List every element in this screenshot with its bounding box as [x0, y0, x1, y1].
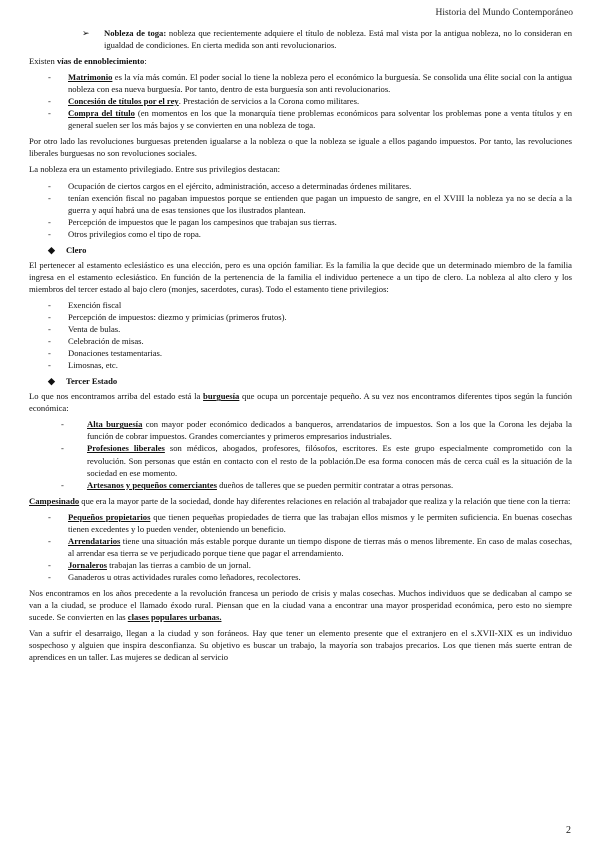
list-item: - Profesiones liberales son médicos, abogados, profesores, filósofos, escritores. Es este grupo especialmente comprometido con la revolución. Son personas que están en contacto con el resto de la población.De esa forma conocen más de cerca cuál es la situación de la sociedad en ese momento.	[61, 443, 572, 478]
vias-intro: Existen vías de ennoblecimiento:	[29, 56, 147, 67]
crisis-paragraph: Nos encontramos en los años precedente a la revolución francesa un periodo de crisis y malas cosechas. Muchos individuos que se dedicaban al campo se van a la ciudad, se produce el llamado éxodo rural. Piensan que en la ciudad vana a encontrar una mayor prosperidad económica, pero esto no siempre sucede. Se convierten en las clases populares urbanas.	[29, 587, 572, 623]
privilegios-list	[29, 180, 572, 240]
diamond-bullet-icon: ◆	[48, 244, 55, 255]
clero-heading: ◆ Clero	[48, 244, 87, 255]
page-header: Historia del Mundo Contemporáneo	[435, 8, 573, 18]
desarraigo-paragraph: Van a sufrir el desarraigo, llegan a la ciudad y son foráneos. Hay que tener un elemento presente que el extranjero en el s.XVII-XIX es un individuo sospechoso y alguien que inspira desconfianza. Su objetivo es buscar un trabajo, la mayoría son trabajos precarios. Los que tienen más suerte entran de aprendices en un taller. Las mujeres se dedican al servicio	[29, 628, 572, 663]
nobleza-toga-item	[29, 27, 572, 51]
list-item: - Limosnas, etc.	[48, 360, 118, 371]
list-item: - Matrimonio es la vía más común. El poder social lo tiene la nobleza pero el económico la burguesía. Se consolida una élite social con la antigua nobleza con esa nueva burguesía. Por tanto, dentro de esta burguesía son anti revolucionarios.	[48, 72, 572, 95]
diamond-bullet-icon: ◆	[48, 376, 55, 387]
list-item: - Arrendatarios tiene una situación más estable porque durante un tiempo dispone de tierras más o menos libremente. En caso de malas cosechas, al arrendar esa tierra se ve perjudicado porque tiene que pagar el arrendamiento.	[48, 535, 572, 558]
privilegiado-paragraph: La nobleza era un estamento privilegiado. Entre sus privilegios destacan:	[29, 164, 281, 175]
list-item: - Ocupación de ciertos cargos en el ejército, administración, acceso a determinadas órdenes militares.	[48, 180, 412, 191]
tercer-estado-heading: ◆ Tercer Estado	[48, 376, 118, 387]
list-item: - Percepción de impuestos: diezmo y primicias (primeros frutos).	[48, 311, 287, 322]
burguesia-list	[29, 418, 572, 490]
list-item: - Otros privilegios como el tipo de ropa.	[48, 228, 201, 239]
list-item: - Exención fiscal	[48, 299, 122, 310]
vias-list	[29, 71, 572, 131]
list-item: - Percepción de impuestos que le pagan los campesinos que trabajan sus tierras.	[48, 216, 337, 227]
clero-paragraph: El pertenecer al estamento eclesiástico es una elección, pero es una opción familiar. Es la familia la que decide que un determinado miembro de la familia ingresa en el estamento eclesiástico. En función de la pertenencia de la familia el individuo pertenece a un tipo de clero. La nobleza al alto clero y los miembros del tercer estado al bajo clero (monjes, sacerdotes, curas). Todo el estamento tiene privilegios:	[29, 259, 572, 294]
page-number: 2	[566, 825, 571, 836]
page-content	[29, 27, 572, 667]
arrow-bullet-icon: ➢	[82, 28, 90, 38]
clero-privilegios-list	[29, 299, 572, 371]
list-item: - Ganaderos u otras actividades rurales como leñadores, recolectores.	[48, 571, 301, 582]
list-item: - Donaciones testamentarias.	[48, 348, 163, 359]
campesinos-list	[29, 511, 572, 583]
list-item: - Pequeños propietarios que tienen pequeñas propiedades de tierra que las trabajan ellos mismos y le permiten suficiencia. En buenas cosechas tienen excedentes y lo pueden vender, obteniendo un beneficio.	[48, 511, 572, 534]
list-item: - tenían exención fiscal no pagaban impuestos porque se entienden que pagan un impuesto de sangre, en el XVIII la nobleza ya no se decía a la guerra y aquí habrá una de esas tensiones que los ilustrados plantean.	[48, 192, 572, 215]
list-item: - Celebración de misas.	[48, 336, 144, 347]
list-item: - Jornaleros trabajan las tierras a cambio de un jornal.	[48, 559, 251, 570]
nobleza-toga-text: nobleza que recientemente adquiere el título de nobleza. Está mal vista por la antigua nobleza, no lo consideran en igualdad de condiciones. En cierta medida son anti revolucionarios.	[104, 28, 572, 51]
campesinado-paragraph: Campesinado que era la mayor parte de la sociedad, donde hay diferentes relaciones en relación al trabajador que realiza y la relación que tiene con la tierra:	[29, 495, 571, 506]
list-item: - Compra del título (en momentos en los que la monarquía tiene problemas económicos para solventar los problemas pone a venta títulos y en general suelen ser los más bajos y se convierten en una nobleza de toga.	[48, 108, 572, 131]
list-item: - Concesión de títulos por el rey. Prestación de servicios a la Corona como militares.	[48, 96, 360, 107]
burguesia-paragraph: Lo que nos encontramos arriba del estado está la burguesía que ocupa un porcentaje pequeño. A su vez nos encontramos diferentes tipos según la función económica:	[29, 391, 572, 414]
list-item: - Alta burguesía con mayor poder económico dedicados a banqueros, arrendatarios de impuestos. Son a los que la Corona les dejaba la función de cobrar impuestos. Grandes comerciantes y primeros empresarios industriales.	[61, 419, 572, 442]
list-item: - Artesanos y pequeños comerciantes dueños de talleres que se pueden permitir contratar a otras personas.	[61, 479, 454, 490]
burguesas-paragraph: Por otro lado las revoluciones burguesas pretenden igualarse a la nobleza o que la nobleza se iguale a ellos pagando impuestos. Por tanto, las revoluciones liberales burguesas no son revoluciones sociales.	[29, 136, 572, 159]
nobleza-toga-term: Nobleza de toga:	[104, 28, 167, 38]
list-item: - Venta de bulas.	[48, 324, 121, 335]
